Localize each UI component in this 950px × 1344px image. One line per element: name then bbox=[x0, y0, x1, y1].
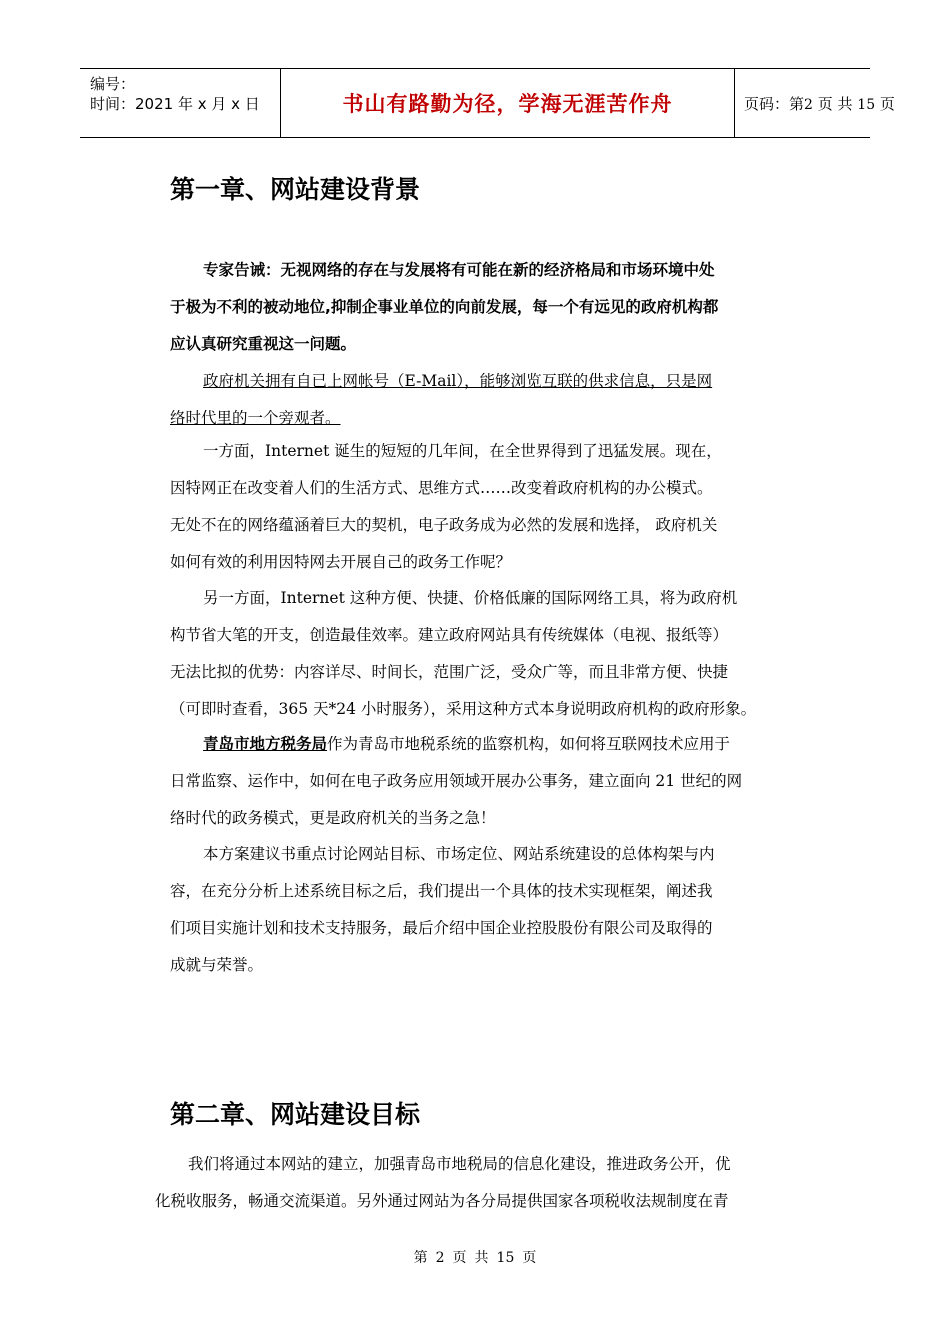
proposal-paragraph: 本方案建议书重点讨论网站目标、市场定位、网站系统建设的总体构架与内 容，在充分分析上述系统目标之后，我们提出一个具体的技术实现框架，阐述我 们项目实施计划和技术支持服务，最后介绍中国企业控股股份有限公司及取得的 成就与荣誉。 bbox=[170, 845, 715, 974]
internet-paragraph-2: 另一方面，Internet 这种方便、快捷、价格低廉的国际网络工具，将为政府机 构节省大笔的开支，创造最佳效率。建立政府网站具有传统媒体（电视、报纸等） 无法比拟的优势：内容详尽、时间长，范围广泛，受众广等，而且非常方便、快捷 （可即时查看，365 天*24 小时服务），采用这种方式本身说明政府机构的政府形象。 bbox=[170, 589, 757, 718]
email-paragraph: 政府机关拥有自已上网帐号（E-Mail），能够浏览互联的供求信息，只是网 络时代里的一个旁观者。 bbox=[170, 372, 713, 427]
document-date: 时间：2021 年 x 月 x 日 bbox=[90, 95, 260, 113]
goal-paragraph: 我们将通过本网站的建立，加强青岛市地税局的信息化建设，推进政务公开，优 化税收服务，畅通交流渠道。另外通过网站为各分局提供国家各项税收法规制度在青 bbox=[155, 1155, 731, 1210]
qingdao-tax-bureau-link: 青岛市地方税务局 bbox=[203, 735, 328, 753]
chapter-2-title: 第二章、网站建设目标 bbox=[170, 1100, 421, 1129]
page-footer: 第 2 页 共 15 页 bbox=[413, 1250, 537, 1266]
qingdao-tax-paragraph: 青岛市地方税务局作为青岛市地税系统的监察机构，如何将互联网技术应用于 日常监察、运作中，如何在电子政务应用领域开展办公事务，建立面向 21 世纪的网 络时代的政务模式，更是政府机关的当务之急！ bbox=[170, 735, 743, 827]
header-page-number: 页码：第2 页 共 15 页 bbox=[744, 94, 895, 113]
expert-warning-paragraph: 专家告诫：无视网络的存在与发展将有可能在新的经济格局和市场环境中处 于极为不利的被动地位,抑制企事业单位的向前发展，每一个有远见的政府机构都 应认真研究重视这一问题。 bbox=[170, 261, 719, 353]
chapter-1-title: 第一章、网站建设背景 bbox=[170, 175, 421, 204]
page-header bbox=[80, 68, 895, 138]
header-motto-cell bbox=[280, 69, 735, 137]
motto: 书山有路勤为径，学海无涯苦作舟 bbox=[342, 92, 673, 116]
document-code-label: 编号： bbox=[90, 75, 136, 93]
internet-paragraph-1: 一方面，Internet 诞生的短短的几年间，在全世界得到了迅猛发展。现在， 因特网正在改变着人们的生活方式、思维方式……改变着政府机构的办公模式。 无处不在的网络蕴涵着巨大的契机，电子政务成为必然的发展和选择， 政府机关 如何有效的利用因特网去开展自己的政务工作呢？ bbox=[170, 442, 722, 571]
header-info-cell bbox=[80, 69, 280, 137]
header-page-cell bbox=[734, 69, 895, 137]
